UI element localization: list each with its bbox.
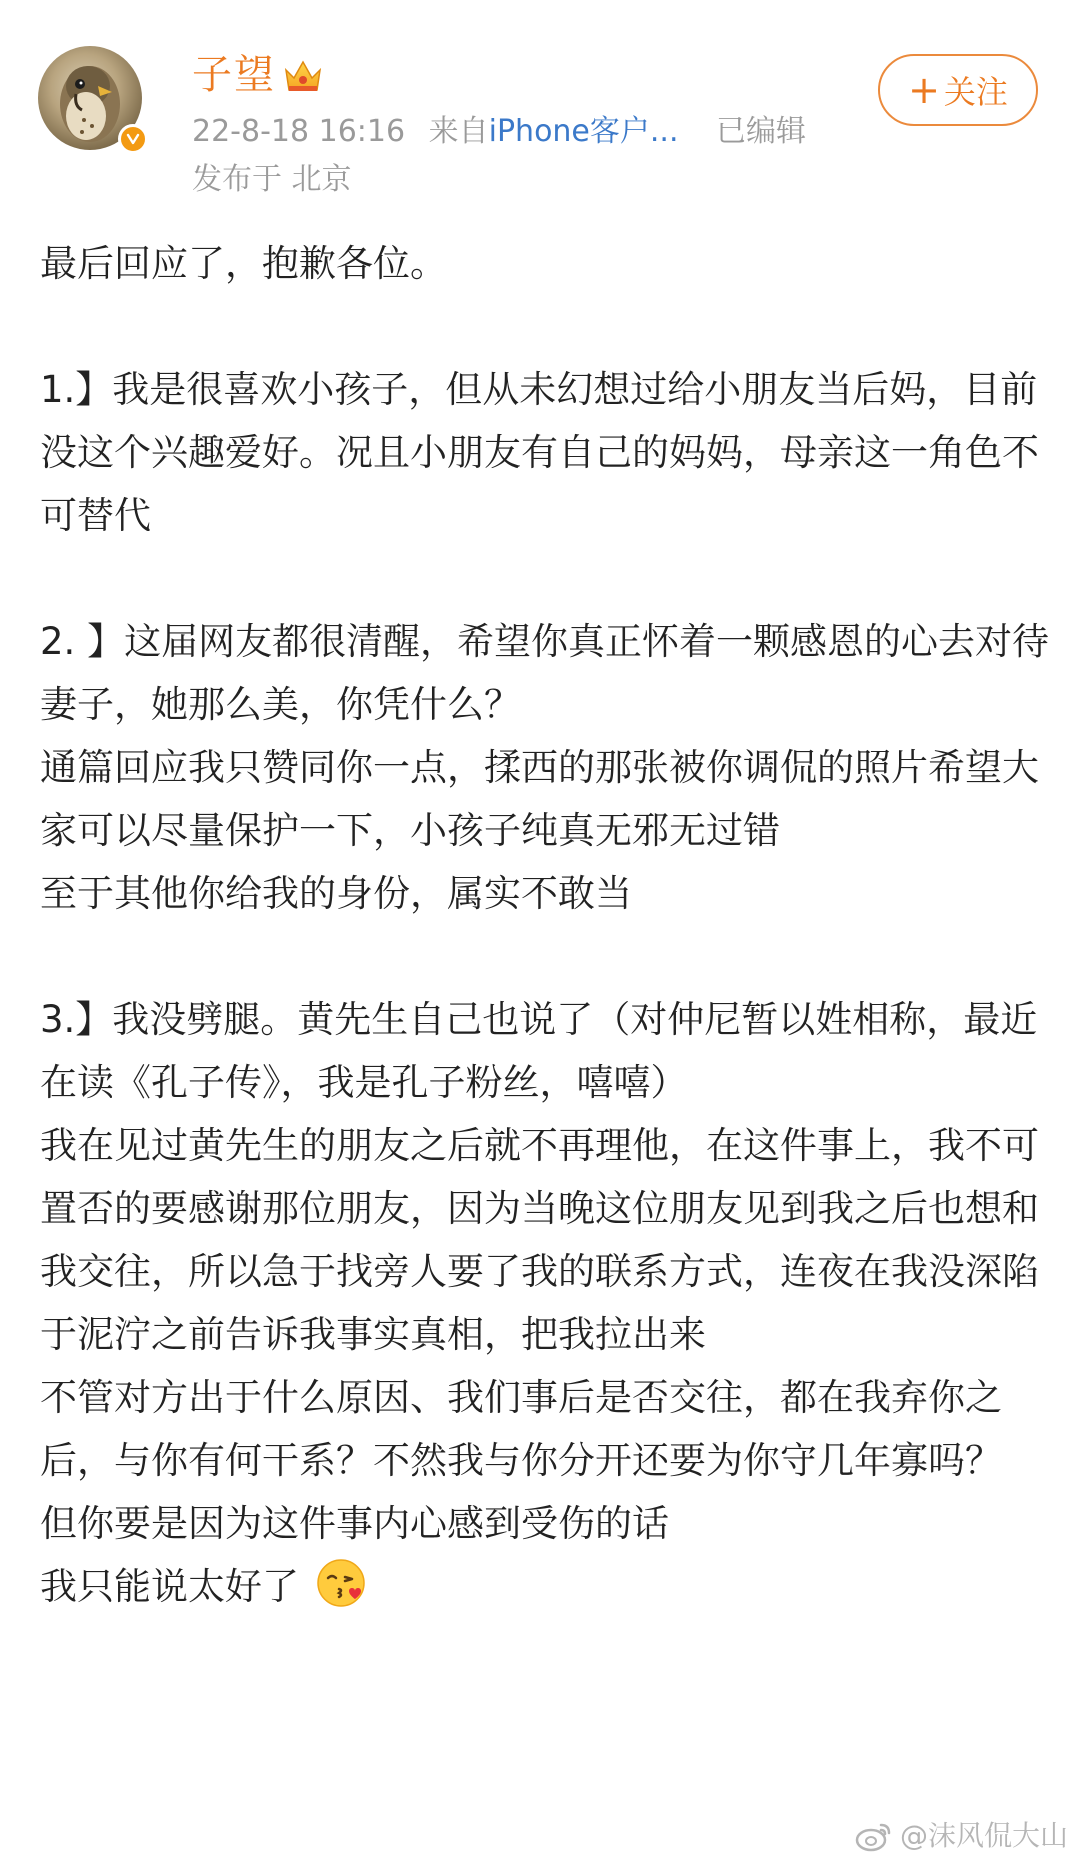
- plus-icon: +: [908, 68, 940, 112]
- kissing-face-emoji-icon: [315, 1557, 367, 1609]
- watermark-text: @沫风侃大山: [899, 1819, 1068, 1852]
- source-prefix: 来自: [428, 114, 489, 149]
- source-link[interactable]: iPhone客户...: [488, 114, 679, 149]
- crown-icon: [282, 56, 324, 96]
- post-paragraph: 我只能说太好了: [40, 1565, 299, 1608]
- verified-badge-icon: [118, 124, 148, 154]
- post-body: [40, 232, 1050, 1618]
- post-paragraph: 至于其他你给我的身份，属实不敢当: [40, 872, 632, 915]
- watermark: [854, 1816, 1068, 1856]
- post-paragraph: 2. 】这届网友都很清醒，希望你真正怀着一颗感恩的心去对待妻子，她那么美，你凭什么？: [40, 620, 1050, 726]
- follow-button[interactable]: [878, 54, 1038, 126]
- post-paragraph: 不管对方出于什么原因、我们事后是否交往，都在我弃你之后，与你有何干系？不然我与你分开还要为你守几年寡吗？: [40, 1376, 1002, 1482]
- post-paragraph: 3.】我没劈腿。黄先生自己也说了（对仲尼暂以姓相称，最近在读《孔子传》，我是孔子粉丝，嘻嘻）: [40, 998, 1038, 1104]
- post-paragraph: 我在见过黄先生的朋友之后就不再理他，在这件事上，我不可置否的要感谢那位朋友，因为当晚这位朋友见到我之后也想和我交往，所以急于找旁人要了我的联系方式，连夜在我没深陷于泥泞之前告诉我事实真相，把我拉出来: [40, 1124, 1039, 1356]
- post-paragraph: 最后回应了，抱歉各位。: [40, 242, 447, 285]
- post-header: [0, 0, 1080, 200]
- follow-label: 关注: [943, 73, 1008, 111]
- post-paragraph: 但你要是因为这件事内心感到受伤的话: [40, 1502, 669, 1545]
- post-timestamp: 22-8-18 16:16: [192, 114, 406, 149]
- post-paragraph: 通篇回应我只赞同你一点，揉西的那张被你调侃的照片希望大家可以尽量保护一下，小孩子纯真无邪无过错: [40, 746, 1039, 852]
- post-paragraph: 1.】我是很喜欢小孩子，但从未幻想过给小朋友当后妈，目前没这个兴趣爱好。况且小朋友有自己的妈妈，母亲这一角色不可替代: [40, 368, 1039, 537]
- edited-label: 已编辑: [716, 114, 807, 149]
- post-last-line: [40, 1555, 1050, 1618]
- weibo-icon: [854, 1819, 894, 1853]
- post-meta: [192, 112, 820, 152]
- username[interactable]: 子望: [192, 52, 276, 98]
- post-location: 发布于 北京: [192, 162, 352, 197]
